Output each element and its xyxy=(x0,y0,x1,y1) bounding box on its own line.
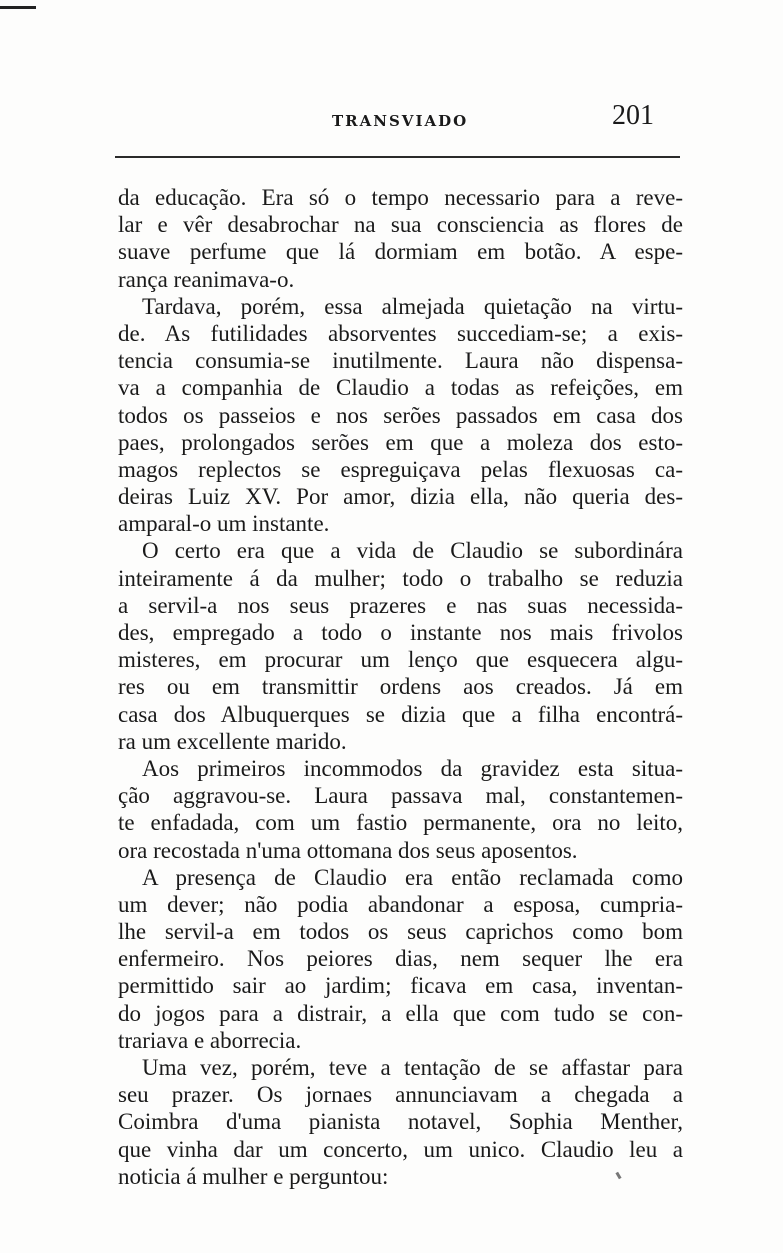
text-line: Uma vez, porém, teve a tentação de se affastar para xyxy=(142,1055,683,1080)
text-line: inteiramente á da mulher; todo o trabalho se reduzia xyxy=(118,565,683,591)
text-line: des, empregado a todo o instante nos mais frivolos xyxy=(118,620,683,645)
text-line: ora recostada n'uma ottomana dos seus aposentos. xyxy=(118,837,578,863)
text-line: ra um excellente marido. xyxy=(118,728,347,754)
text-line: enfermeiro. Nos peiores dias, nem sequer lhe era xyxy=(118,946,683,972)
text-line: Tardava, porém, essa almejada quietação na virtu- xyxy=(142,293,683,319)
text-line: seu prazer. Os jornaes annunciavam a chegada a xyxy=(118,1082,683,1108)
text-line: trariava e aborrecia. xyxy=(118,1027,302,1053)
text-line: res ou em transmittir ordens aos creados. Já em xyxy=(118,674,683,700)
text-line: do jogos para a distrair, a ella que com tudo se con- xyxy=(118,1000,683,1026)
text-line: magos replectos se espreguiçava pelas flexuosas ca- xyxy=(118,456,683,482)
text-line: ção aggravou-se. Laura passava mal, constantemen- xyxy=(118,783,683,809)
text-line: deiras Luiz XV. Por amor, dizia ella, não queria des- xyxy=(118,484,683,510)
running-title: TRANSVIADO xyxy=(332,112,469,130)
text-line: lhe servil-a em todos os seus caprichos como bom xyxy=(118,919,683,945)
text-line: todos os passeios e nos serões passados em casa dos xyxy=(118,402,683,428)
scan-edge-mark xyxy=(0,6,36,9)
text-line: Coimbra d'uma pianista notavel, Sophia Menther, xyxy=(118,1109,683,1135)
page-number: 201 xyxy=(612,100,654,131)
text-line: permittido sair ao jardim; ficava em casa, inventan- xyxy=(118,973,683,999)
text-line: paes, prolongados serões em que a moleza dos esto- xyxy=(118,429,683,455)
text-line: rança reanimava-o. xyxy=(118,266,295,292)
text-line: amparal-o um instante. xyxy=(118,511,330,537)
text-line: a servil-a nos seus prazeres e nas suas necessida- xyxy=(118,592,683,618)
text-line: O certo era que a vida de Claudio se subordinára xyxy=(142,538,683,564)
text-line: que vinha dar um concerto, um unico. Claudio leu a xyxy=(118,1136,683,1162)
text-line: noticia á mulher e perguntou: xyxy=(118,1163,389,1189)
text-line: casa dos Albuquerques se dizia que a filha encontrá- xyxy=(118,701,683,727)
header-rule xyxy=(115,156,680,158)
text-line: va a companhia de Claudio a todas as refeições, em xyxy=(118,375,683,401)
text-line: lar e vêr desabrochar na sua consciencia as flores de xyxy=(118,212,683,238)
text-line: suave perfume que lá dormiam em botão. A espe- xyxy=(118,239,683,265)
body-text xyxy=(118,184,683,1190)
text-line: misteres, em procurar um lenço que esquecera algu- xyxy=(118,647,683,673)
text-line: A presença de Claudio era então reclamada como xyxy=(142,864,683,890)
text-line: de. As futilidades absorventes succediam-se; a exis- xyxy=(118,320,683,346)
text-line: um dever; não podia abandonar a esposa, cumpria- xyxy=(118,891,683,917)
text-line: te enfadada, com um fastio permanente, ora no leito, xyxy=(118,810,683,836)
text-line: Aos primeiros incommodos da gravidez esta situa- xyxy=(142,755,683,781)
text-line: da educação. Era só o tempo necessario para a reve- xyxy=(118,185,683,210)
text-line: tencia consumia-se inutilmente. Laura não dispensa- xyxy=(118,348,683,374)
